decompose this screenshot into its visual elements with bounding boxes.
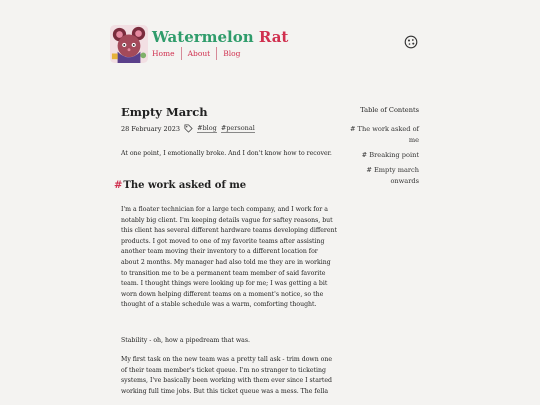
table-of-contents: [338, 105, 419, 191]
nav-about-link[interactable]: About: [181, 47, 217, 60]
rat-avatar-icon[interactable]: [110, 25, 148, 63]
nav-home-link[interactable]: Home: [152, 49, 175, 58]
tag-icon: [184, 124, 193, 133]
site-title-part1: Watermelon: [152, 28, 254, 46]
tag-blog-link[interactable]: #blog: [197, 124, 217, 132]
paragraph: Stability - oh, how a pipedream that was.: [121, 337, 250, 344]
main-nav: [152, 47, 246, 60]
toc-item-breaking-point[interactable]: # Breaking point: [361, 151, 419, 159]
section-heading-text: The work asked of me: [123, 180, 247, 191]
post-date: 28 February 2023: [121, 124, 181, 133]
post-title: Empty March: [121, 105, 208, 119]
heading-anchor[interactable]: #: [114, 180, 123, 191]
post-meta: [121, 124, 337, 133]
blog-post: [114, 105, 338, 395]
site-title[interactable]: [152, 28, 288, 46]
toc-title: Table of Contents: [360, 106, 419, 114]
site-title-part2: Rat: [258, 28, 289, 46]
toc-item-work-asked[interactable]: # The work asked of me: [349, 125, 419, 144]
paragraph: I'm a floater technician for a large tech company, and I work for a notably big client. I'm keeping details vague for saftey reasons, but this client has several different hardware teams developing different products. I got moved to one of my favorite teams after assisting another team moving their inventory to a different location for about 2 months. My manager had also told me they are in working to transition me to be a permanent team member of said favorite team. I thought things were looking up for me; I was getting a bit worn down helping different teams on a moment's notice, so the thought of a stable schedule was a warm, comforting thought.: [121, 206, 338, 309]
tag-personal-link[interactable]: #personal: [220, 124, 255, 132]
site-header: [110, 25, 440, 65]
theme-toggle-icon[interactable]: [404, 35, 418, 49]
section-heading: [114, 180, 246, 191]
paragraph: My first task on the new team was a pretty tall ask - trim down one of their team member's ticket queue. I'm no stranger to ticketing systems, I've basically been working with them ever since I started working full time jobs. But this ticket queue was a mess. The fella: [121, 356, 333, 395]
post-intro: At one point, I emotionally broke. And I don't know how to recover.: [121, 150, 332, 157]
nav-blog-link[interactable]: Blog: [216, 47, 246, 60]
toc-item-empty-march[interactable]: # Empty march onwards: [366, 166, 419, 185]
